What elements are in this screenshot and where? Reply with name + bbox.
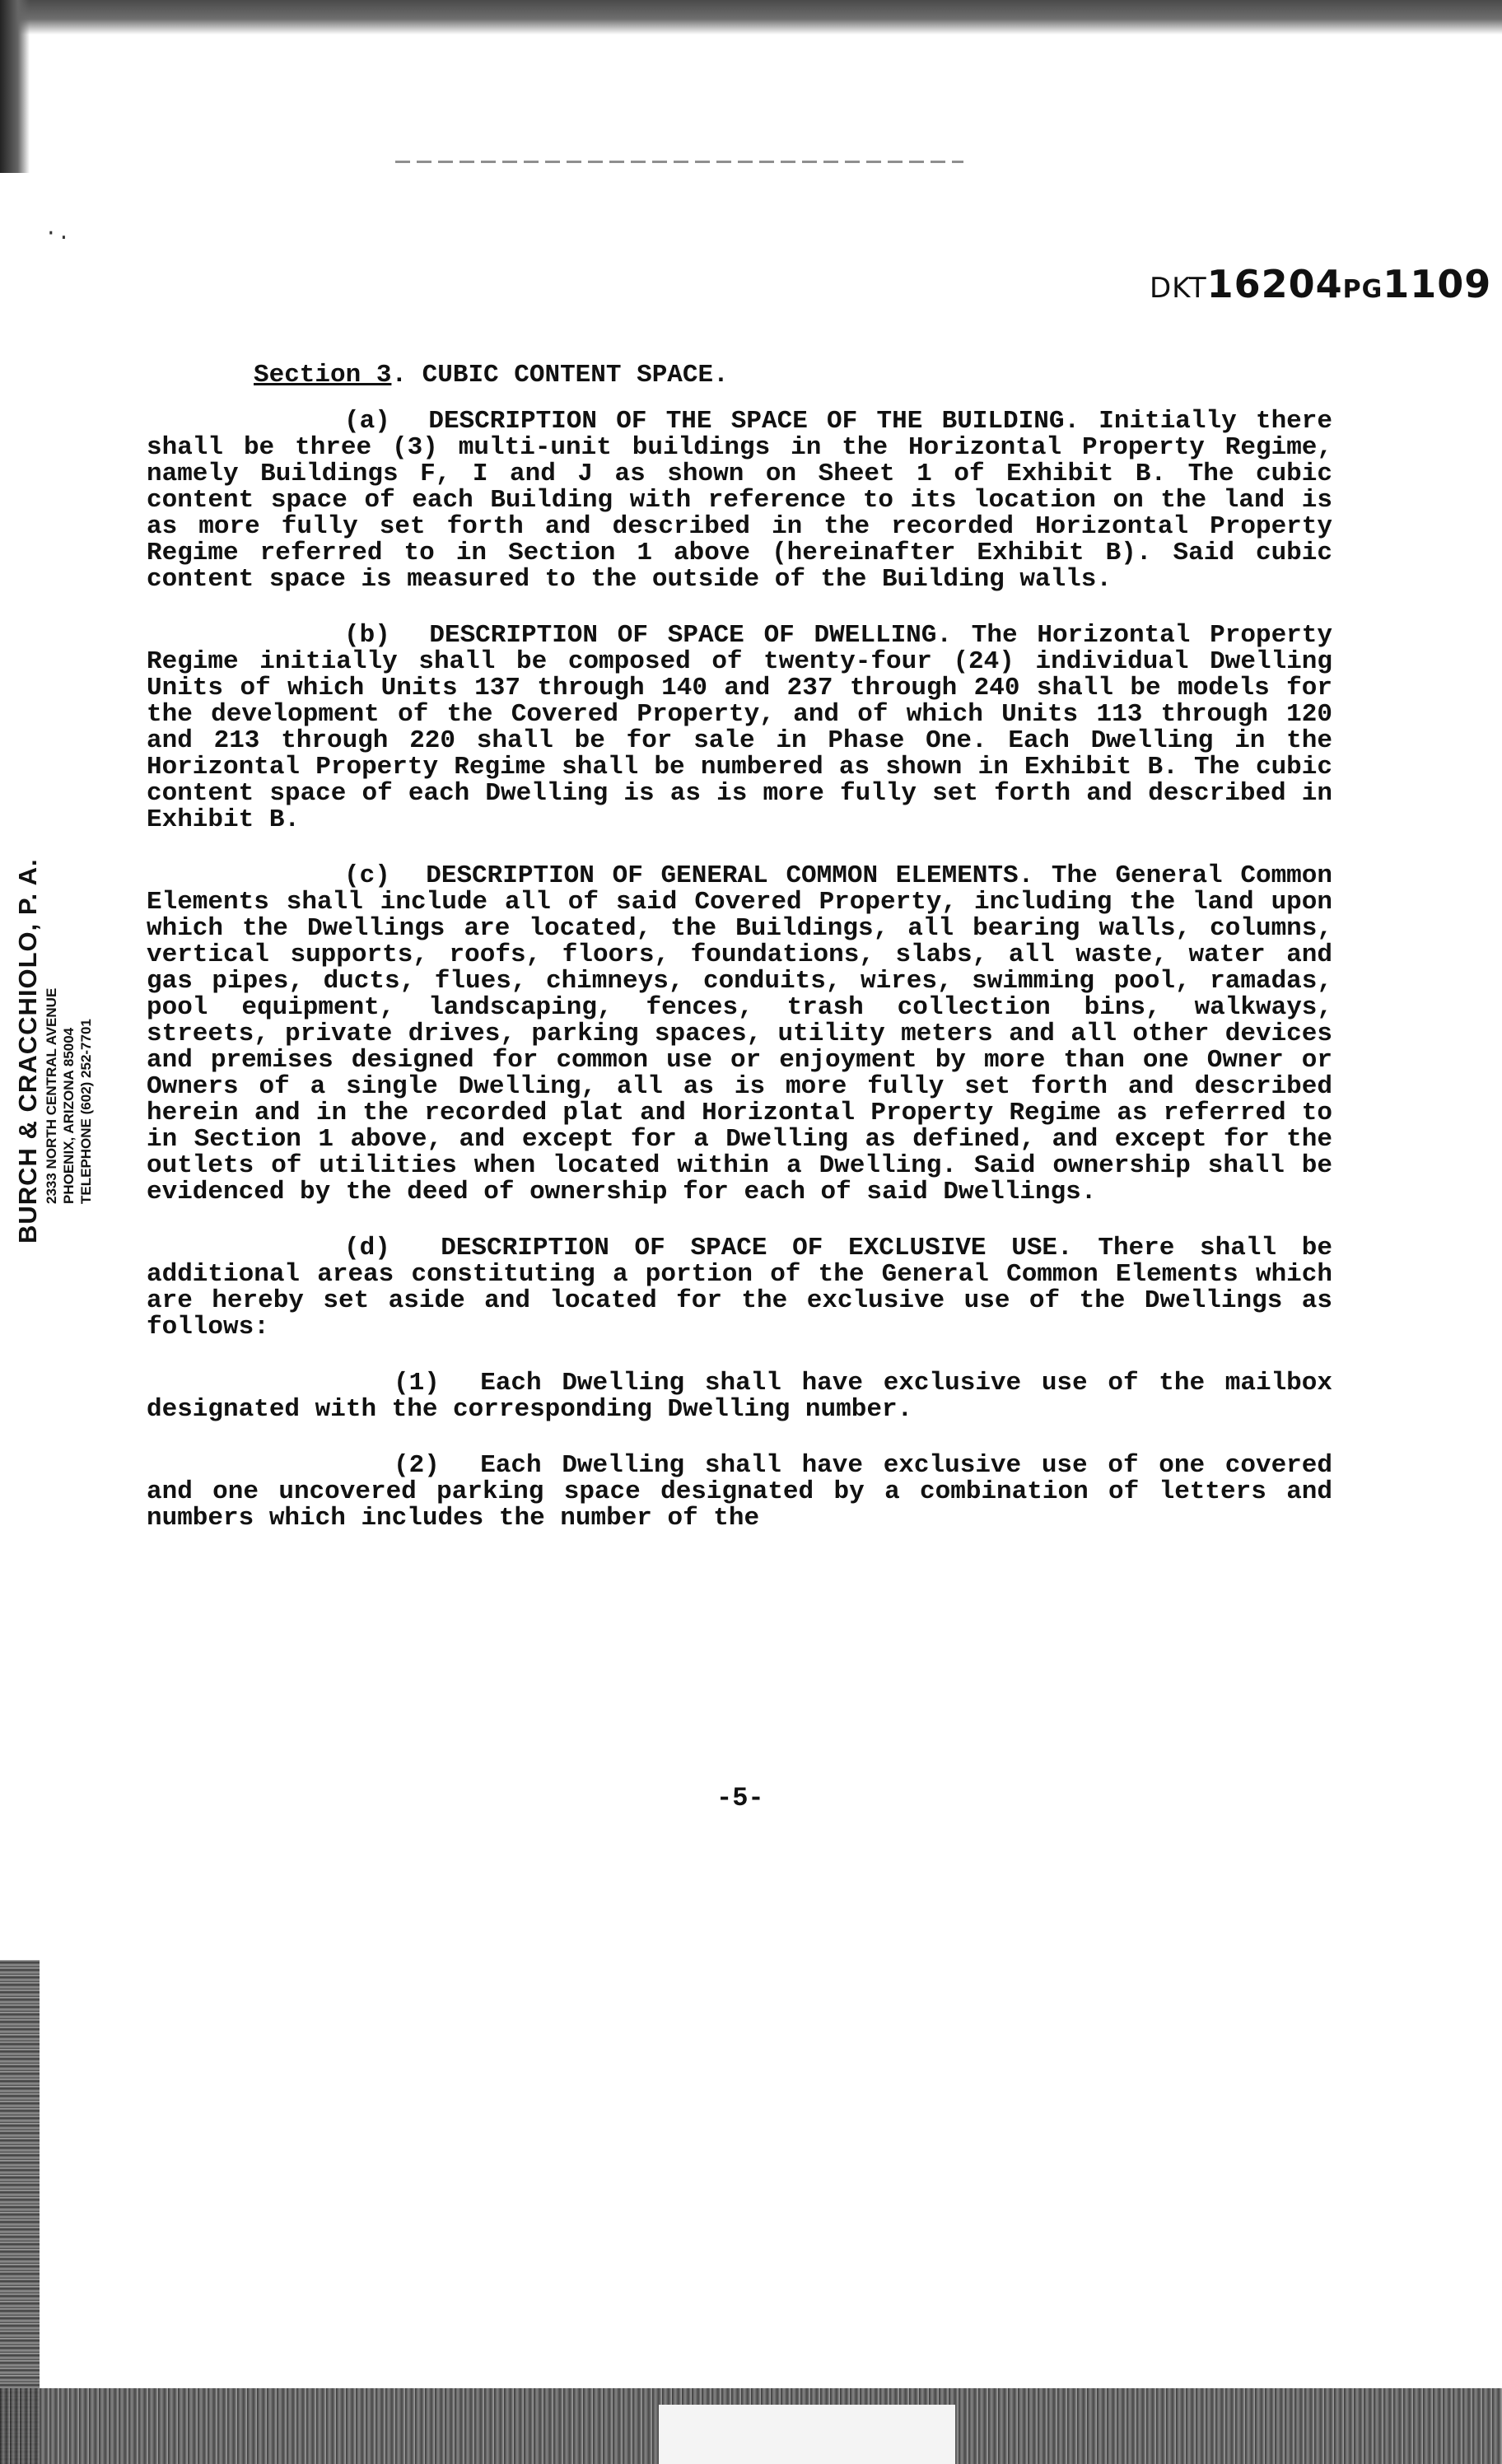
paragraph-text: DESCRIPTION OF SPACE OF EXCLUSIVE USE. There shall be additional areas constituting a portion of the General Common Elements which are hereby set aside and located for the exclusive use of the Dwellings as follows:: [147, 1234, 1332, 1342]
paragraph-text: Each Dwelling shall have exclusive use of one covered and one uncovered parking space designated by a combination of letters and numbers which includes the number of the: [147, 1451, 1332, 1533]
paragraph-text: DESCRIPTION OF SPACE OF DWELLING. The Horizontal Property Regime initially shall be composed of twenty-four (24) individual Dwelling Units of which Units 137 through 140 and 237 through 240 shall be models for the development of the Covered Property, and of which Units 113 through 120 and 213 through 220 shall be for sale in Phase One. Each Dwelling in the Horizontal Property Regime shall be numbered as shown in Exhibit B. The cubic content space of each Dwelling is as is more fully set forth and described in Exhibit B.: [147, 621, 1332, 834]
docket-prefix: DKT: [1150, 272, 1207, 305]
firm-address-street: 2333 NORTH CENTRAL AVENUE: [44, 987, 59, 1204]
paragraph-text: Each Dwelling shall have exclusive use of the mailbox designated with the corresponding Dwelling number.: [147, 1369, 1332, 1424]
paragraph-d: [147, 1235, 1332, 1341]
section-heading: [254, 362, 1332, 389]
paragraph-marker: (d): [344, 1234, 390, 1262]
subparagraph-1: [147, 1370, 1332, 1423]
page-number: -5-: [716, 1783, 764, 1813]
docket-number: 16204: [1206, 262, 1343, 306]
paragraph-a: [147, 408, 1332, 593]
firm-address-city: PHOENIX, ARIZONA 85004: [61, 1027, 77, 1204]
paragraph-text: DESCRIPTION OF THE SPACE OF THE BUILDING. Initially there shall be three (3) multi-unit buildings in the Horizontal Property Regime, namely Buildings F, I and J as shown on Sheet 1 of Exhibit B. The cubic content space of each Building with reference to its location on the land is as more fully set forth and described in the recorded Horizontal Property Regime referred to in Section 1 above (hereinafter Exhibit B). Said cubic content space is measured to the outside of the Building walls.: [147, 407, 1332, 594]
paragraph-marker: (c): [344, 861, 390, 890]
scan-dashed-line: [395, 161, 963, 163]
scan-border-top: [0, 0, 1502, 35]
paragraph-marker: (a): [344, 407, 390, 436]
docket-page-label: PG: [1342, 275, 1383, 304]
law-firm-stamp: [13, 749, 137, 1244]
subparagraph-2: [147, 1453, 1332, 1532]
document-body: [147, 362, 1332, 1561]
section-title: . CUBIC CONTENT SPACE.: [391, 361, 729, 390]
paragraph-marker: (2): [394, 1451, 440, 1480]
paragraph-marker: (1): [394, 1369, 440, 1398]
paragraph-b: [147, 623, 1332, 833]
firm-telephone: TELEPHONE (602) 252-7701: [78, 1019, 94, 1204]
scan-bottom-patch: [659, 2405, 955, 2464]
paragraph-c: [147, 863, 1332, 1206]
scan-border-left-top: [0, 0, 30, 173]
scan-dots: ·.: [44, 221, 71, 245]
docket-reference: [1150, 262, 1491, 306]
docket-page: 1109: [1383, 262, 1492, 306]
paragraph-text: DESCRIPTION OF GENERAL COMMON ELEMENTS. The General Common Elements shall include all of said Covered Property, including the land upon which the Dwellings are located, the Buildings, all bearing walls, columns, vertical supports, roofs, floors, foundations, slabs, all waste, water and gas pipes, ducts, flues, chimneys, conduits, wires, swimming pool, ramadas, pool equipment, landscaping, fences, trash collection bins, walkways, streets, private drives, parking spaces, utility meters and all other devices and premises designed for common use or enjoyment by more than one Owner or Owners of a single Dwelling, all as is more fully set forth and described herein and in the recorded plat and Horizontal Property Regime as referred to in Section 1 above, and except for a Dwelling as defined, and except for the outlets of utilities when located within a Dwelling. Said ownership shall be evidenced by the deed of ownership for each of said Dwellings.: [147, 861, 1332, 1206]
section-label: Section 3: [254, 361, 392, 390]
paragraph-marker: (b): [344, 621, 390, 650]
firm-name: BURCH & CRACCHIOLO, P. A.: [13, 858, 42, 1244]
